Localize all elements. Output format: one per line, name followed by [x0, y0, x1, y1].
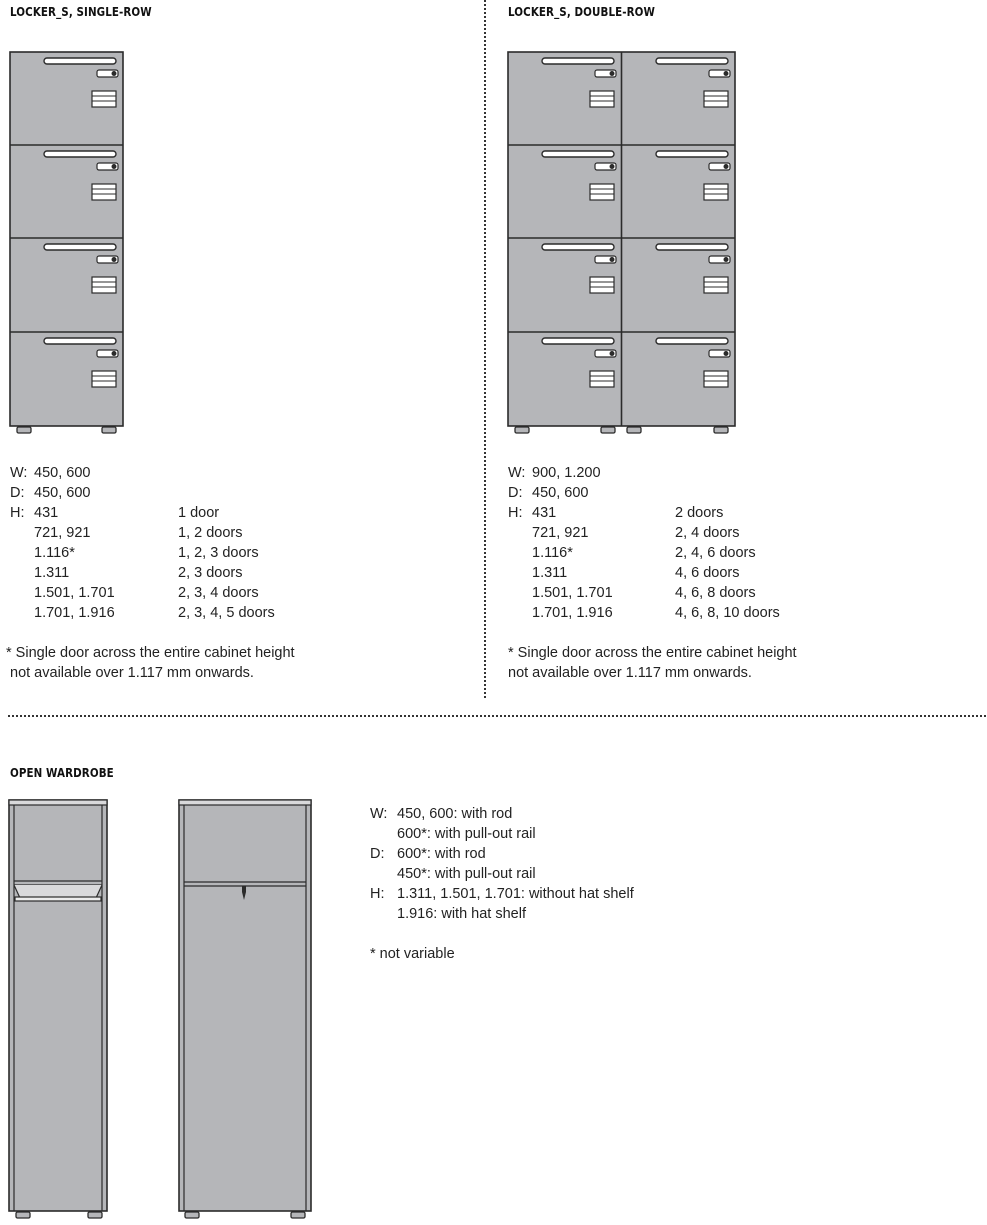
vertical-divider [484, 0, 486, 698]
single-row-locker [10, 52, 123, 426]
double-locker-feet [515, 427, 728, 433]
single-row-dimensions: W: 450, 600 D: 450, 600 H: 431 1 door 721, 921 1, 2 doors 1.116* 1, 2, 3 doors 1.311 2, 3 doors 1.501, 1.701 2, 3, 4 doors 1.701, 1.916 2, 3, 4, 5 doors [10, 465, 275, 621]
wardrobe-heading: OPEN WARDROBE [10, 766, 114, 780]
horizontal-divider [8, 715, 986, 717]
wardrobe-rail-drawing [176, 796, 316, 1222]
locker-feet [17, 427, 116, 433]
double-row-heading: LOCKER_S, DOUBLE-ROW [508, 5, 655, 19]
single-row-footnote: * Single door across the entire cabinet height not available over 1.117 mm onwards. [6, 645, 295, 681]
wardrobe-note: * not variable [370, 946, 455, 962]
vent-icon [92, 91, 116, 107]
single-row-heading: LOCKER_S, SINGLE-ROW [10, 5, 152, 19]
hat-shelf-icon [14, 885, 102, 898]
double-row-dimensions: W: 900, 1.200 D: 450, 600 H: 431 2 doors 721, 921 2, 4 doors 1.116* 2, 4, 6 doors 1.311 4, 6 doors 1.501, 1.701 4, 6, 8 doors 1.701, 1.916 4, 6, 8, 10 doors [508, 465, 780, 621]
clothes-rod-icon [15, 897, 101, 901]
wardrobe-rod-drawing [6, 796, 112, 1222]
door-handle [44, 58, 116, 64]
single-row-locker-drawing [6, 48, 128, 438]
double-row-locker-drawing [504, 48, 740, 438]
double-row-footnote: * Single door across the entire cabinet height not available over 1.117 mm onwards. [508, 645, 797, 681]
